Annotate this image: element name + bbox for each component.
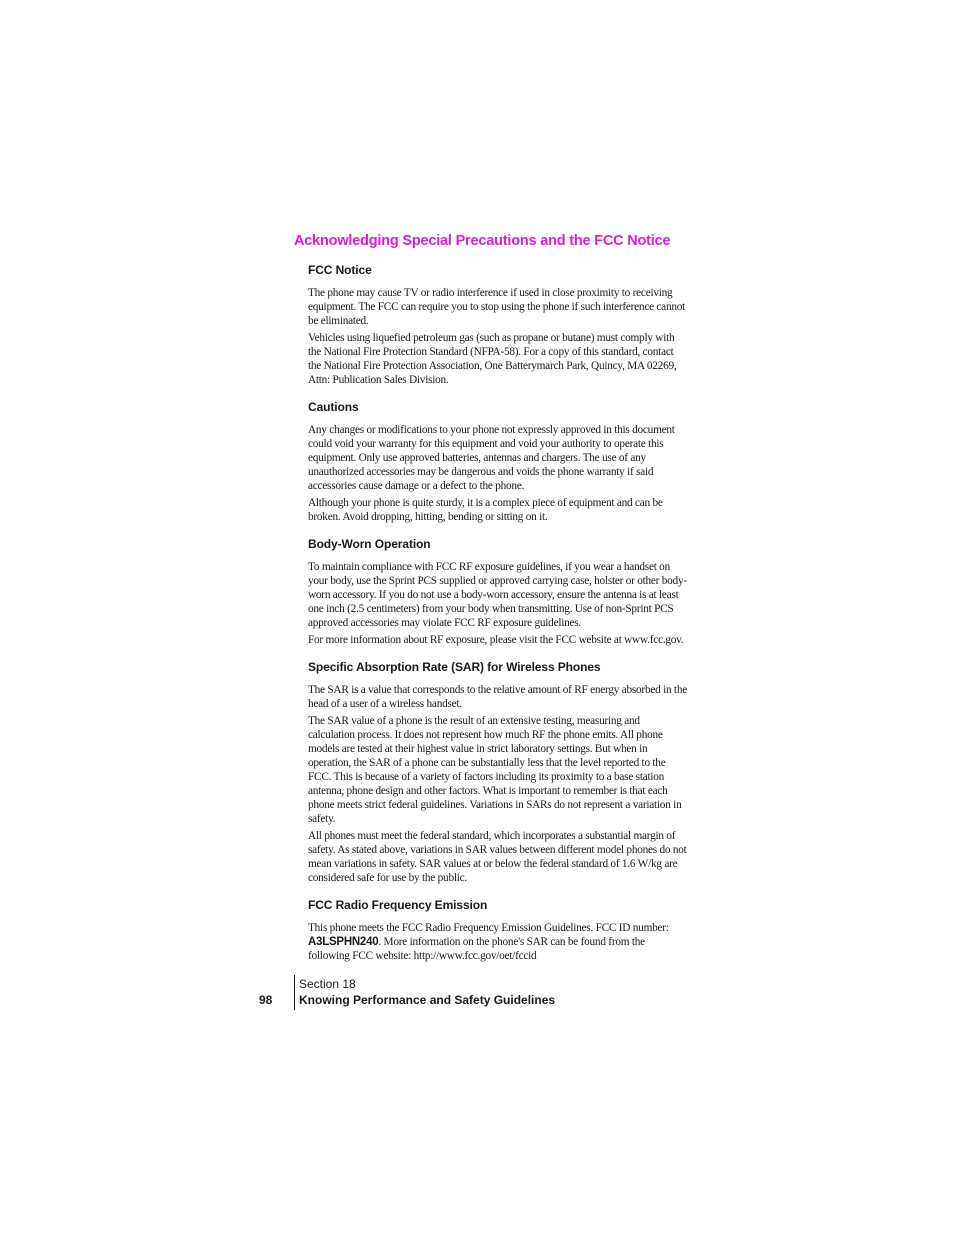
document-body bbox=[308, 263, 688, 976]
chapter-title: Knowing Performance and Safety Guidelines bbox=[299, 993, 556, 1007]
paragraph: For more information about RF exposure, please visit the FCC website at www.fcc.gov. bbox=[308, 634, 684, 646]
paragraph: All phones must meet the federal standard, which incorporates a substantial margin of safety. As stated above, variations in SAR values between different model phones do not mean variations in safety. SAR values at or below the federal standard of 1.6 W/kg are considered safe for use by the public. bbox=[308, 830, 687, 884]
paragraph: The SAR is a value that corresponds to the relative amount of RF energy absorbed in the head of a user of a wireless handset. bbox=[308, 684, 687, 710]
section-heading: Specific Absorption Rate (SAR) for Wireless Phones bbox=[308, 660, 601, 674]
paragraph: To maintain compliance with FCC RF exposure guidelines, if you wear a handset on your body, use the Sprint PCS supplied or approved carrying case, holster or other body-worn accessory. If you do not use a body-worn accessory, ensure the antenna is at least one inch (2.5 centimeters) from your body when transmitting. Use of non-Sprint PCS approved accessories may violate FCC RF exposure guidelines. bbox=[308, 561, 687, 629]
section-fcc-notice bbox=[308, 263, 688, 387]
section-sar bbox=[308, 660, 688, 885]
section-cautions bbox=[308, 400, 688, 524]
section-fcc-emission bbox=[308, 898, 688, 963]
paragraph: Any changes or modifications to your phone not expressly approved in this document could void your warranty for this equipment and void your authority to operate this equipment. Only use approved batteries, antennas and chargers. The use of any unauthorized accessories may be dangerous and voids the phone warranty if said accessories cause damage or a defect to the phone. bbox=[308, 424, 675, 492]
section-heading: FCC Notice bbox=[308, 263, 372, 277]
paragraph: Vehicles using liquefied petroleum gas (such as propane or butane) must comply with the National Fire Protection Standard (NFPA-58). For a copy of this standard, contact the National Fire Protection Association, One Batterymarch Park, Quincy, MA 02269, Attn: Publication Sales Division. bbox=[308, 332, 677, 386]
paragraph: Although your phone is quite sturdy, it is a complex piece of equipment and can be broken. Avoid dropping, hitting, bending or sitting on it. bbox=[308, 497, 663, 523]
paragraph: The phone may cause TV or radio interference if used in close proximity to receiving equipment. The FCC can require you to stop using the phone if such interference cannot be eliminated. bbox=[308, 287, 686, 327]
section-body-worn-operation bbox=[308, 537, 688, 647]
section-heading: Body-Worn Operation bbox=[308, 537, 431, 551]
page-title: Acknowledging Special Precautions and the FCC Notice bbox=[294, 233, 671, 249]
footer-divider bbox=[294, 975, 295, 1010]
section-label: Section 18 bbox=[299, 977, 356, 991]
emission-text-after: . More information on the phone's SAR can be found from the following FCC website: http://www.fcc.gov/oet/fccid bbox=[308, 936, 645, 962]
emission-text-before: This phone meets the FCC Radio Frequency Emission Guidelines. FCC ID number: bbox=[308, 922, 669, 934]
page-number: 98 bbox=[259, 993, 273, 1007]
section-heading: Cautions bbox=[308, 400, 359, 414]
fcc-id: A3LSPHN240 bbox=[308, 936, 379, 948]
paragraph: The SAR value of a phone is the result of an extensive testing, measuring and calculation process. It does not represent how much RF the phone emits. All phone models are tested at their highest value in strict laboratory settings. But when in operation, the SAR of a phone can be substantially less that the level reported to the FCC. This is because of a variety of factors including its proximity to a base station antenna, phone design and other factors. What is important to remember is that each phone meets strict federal guidelines. Variations in SARs do not represent a variation in safety. bbox=[308, 715, 682, 825]
paragraph bbox=[308, 921, 688, 963]
section-heading: FCC Radio Frequency Emission bbox=[308, 898, 488, 912]
